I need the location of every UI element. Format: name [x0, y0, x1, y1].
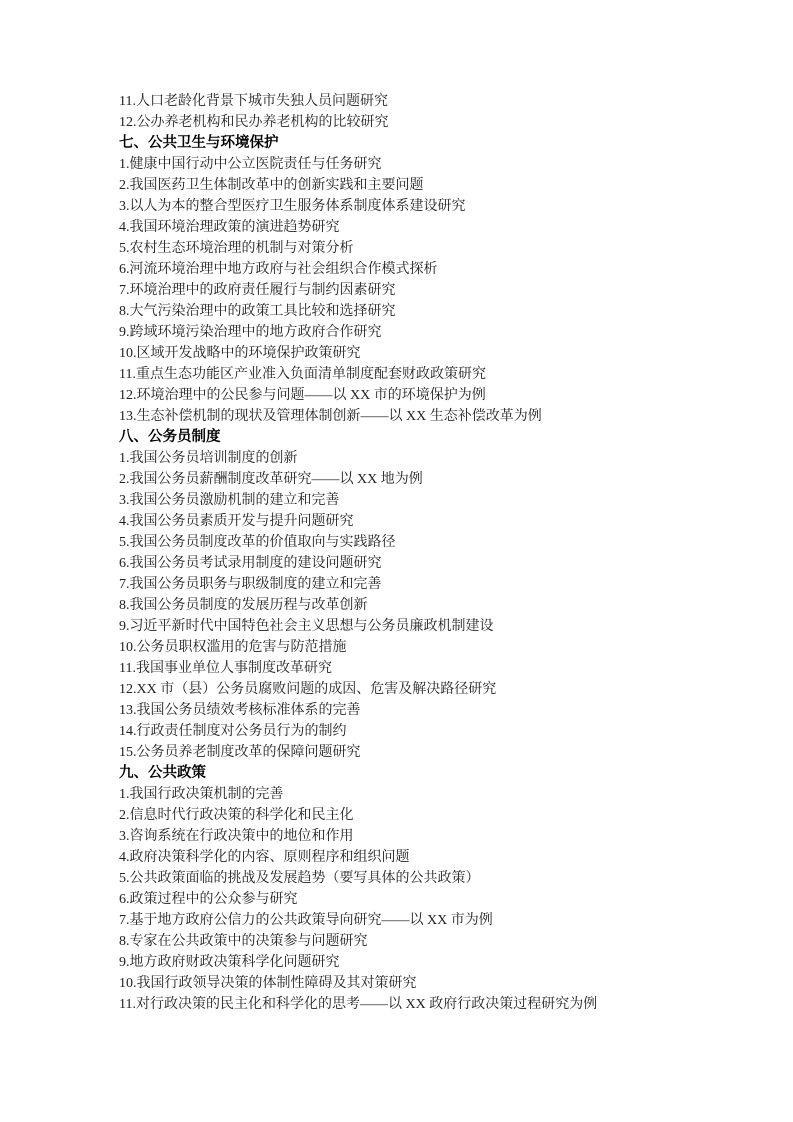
- list-item: 1.健康中国行动中公立医院责任与任务研究: [119, 157, 382, 172]
- list-item: 4.政府决策科学化的内容、原则程序和组织问题: [119, 850, 410, 865]
- list-item: 9.习近平新时代中国特色社会主义思想与公务员廉政机制建设: [119, 619, 494, 634]
- list-item: 8.专家在公共政策中的决策参与问题研究: [119, 934, 368, 949]
- list-item: 9.跨域环境污染治理中的地方政府合作研究: [119, 325, 382, 340]
- list-item: 11.我国事业单位人事制度改革研究: [119, 661, 332, 676]
- list-item: 4.我国公务员素质开发与提升问题研究: [119, 514, 354, 529]
- list-item: 2.我国公务员薪酬制度改革研究——以 XX 地为例: [119, 472, 423, 487]
- list-item: 1.我国公务员培训制度的创新: [119, 451, 298, 466]
- list-item: 9.地方政府财政决策科学化问题研究: [119, 955, 340, 970]
- list-item: 12.公办养老机构和民办养老机构的比较研究: [119, 115, 389, 130]
- list-item: 6.政策过程中的公众参与研究: [119, 892, 298, 907]
- list-item: 3.以人为本的整合型医疗卫生服务体系制度体系建设研究: [119, 199, 466, 214]
- list-item: 3.咨询系统在行政决策中的地位和作用: [119, 829, 354, 844]
- list-item: 10.区域开发战略中的环境保护政策研究: [119, 346, 361, 361]
- list-item: 1.我国行政决策机制的完善: [119, 787, 284, 802]
- list-item: 4.我国环境治理政策的演进趋势研究: [119, 220, 340, 235]
- list-item: 5.我国公务员制度改革的价值取向与实践路径: [119, 535, 396, 550]
- list-item: 7.我国公务员职务与职级制度的建立和完善: [119, 577, 382, 592]
- section-heading: 七、公共卫生与环境保护: [119, 135, 279, 151]
- list-item: 8.大气污染治理中的政策工具比较和选择研究: [119, 304, 396, 319]
- list-item: 5.农村生态环境治理的机制与对策分析: [119, 241, 354, 256]
- list-item: 10.我国行政领导决策的体制性障碍及其对策研究: [119, 976, 417, 991]
- list-item: 15.公务员养老制度改革的保障问题研究: [119, 745, 361, 760]
- list-item: 11.人口老龄化背景下城市失独人员问题研究: [119, 94, 388, 109]
- list-item: 2.我国医药卫生体制改革中的创新实践和主要问题: [119, 178, 424, 193]
- section-heading: 八、公务员制度: [119, 429, 221, 445]
- list-item: 7.环境治理中的政府责任履行与制约因素研究: [119, 283, 396, 298]
- list-item: 11.重点生态功能区产业准入负面清单制度配套财政政策研究: [119, 367, 486, 382]
- list-item: 8.我国公务员制度的发展历程与改革创新: [119, 598, 368, 613]
- list-item: 7.基于地方政府公信力的公共政策导向研究——以 XX 市为例: [119, 913, 493, 928]
- list-item: 13.我国公务员绩效考核标准体系的完善: [119, 703, 361, 718]
- document-content: [119, 91, 699, 1015]
- list-item: 11.对行政决策的民主化和科学化的思考——以 XX 政府行政决策过程研究为例: [119, 997, 598, 1012]
- list-item: 14.行政责任制度对公务员行为的制约: [119, 724, 347, 739]
- list-item: 10.公务员职权滥用的危害与防范措施: [119, 640, 347, 655]
- section-heading: 九、公共政策: [119, 765, 206, 781]
- list-item: 5.公共政策面临的挑战及发展趋势（要写具体的公共政策）: [119, 871, 480, 886]
- list-item: 2.信息时代行政决策的科学化和民主化: [119, 808, 354, 823]
- list-item: 6.我国公务员考试录用制度的建设问题研究: [119, 556, 382, 571]
- list-item: 12.环境治理中的公民参与问题——以 XX 市的环境保护为例: [119, 388, 486, 403]
- list-item: 13.生态补偿机制的现状及管理体制创新——以 XX 生态补偿改革为例: [119, 409, 542, 424]
- list-item: 3.我国公务员激励机制的建立和完善: [119, 493, 340, 508]
- list-item: 12.XX 市（县）公务员腐败问题的成因、危害及解决路径研究: [119, 682, 497, 697]
- list-item: 6.河流环境治理中地方政府与社会组织合作模式探析: [119, 262, 438, 277]
